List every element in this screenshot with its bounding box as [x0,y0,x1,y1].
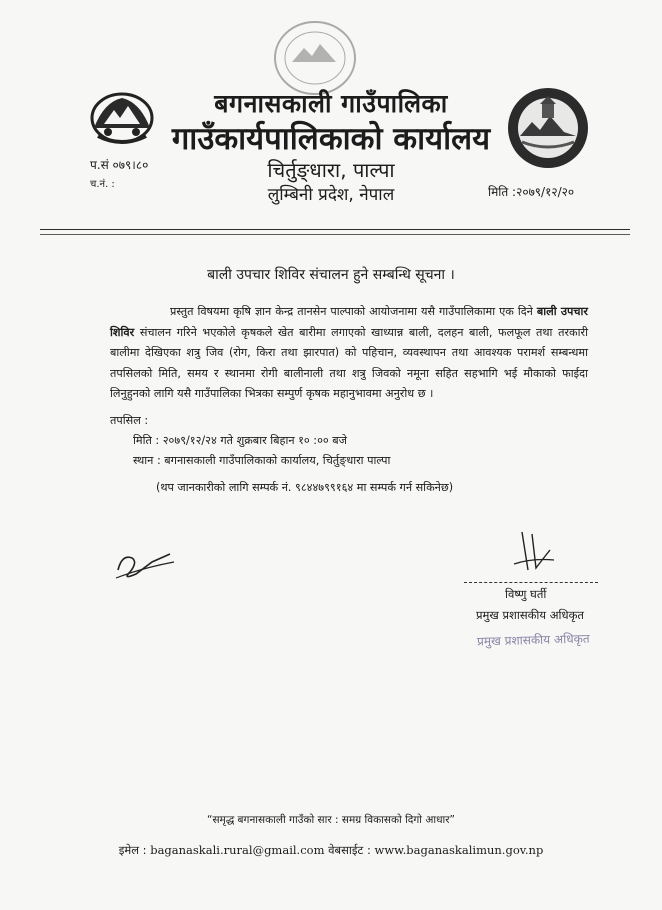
website-label: वेबसाईट : [328,843,371,857]
body-text-bold: बाली उपचार शिविर [110,305,588,339]
office-name: गाउँकार्यपालिकाको कार्यालय [171,121,491,157]
footer-contact [0,843,662,858]
details-heading: तपसिल : [110,414,149,427]
body-text-part2: संचालन गरिने भएकोले कृषकले खेत बारीमा लगाएको खाध्यान्न बाली, दलहन बाली, फलफूल तथा तरकारी बालीमा देखिएका शत्रु जिव (रोग, किरा तथा झारपात) को पहिचान, व्यवस्थापन तथा आवश्यक परामर्श सम्बन्धमा तपसिलको मिति, समय र स्थानमा रोगी बालीनाली तथा शत्रु जिवको नमूना सहित सहभागि भई मौकाको फाईदा लिनुहुनको लागि यसै गाउँपालिका भित्रका सम्पुर्ण कृषक महानुभावमा अनुरोध छ । [110,325,588,401]
office-location: चिर्तुङ्धारा, पाल्पा [267,158,395,182]
signature-line [464,582,598,583]
signatory-name: विष्णु घर्ती [505,587,547,601]
dispatch-number: च.नं. : [90,179,115,190]
initials-signature-icon [112,540,180,584]
municipality-name: बगनासकाली गाउँपालिका [214,89,448,118]
email-address: baganaskali.rural@gmail.com [150,843,325,857]
letter-date: मिति :२०७९/१२/२० [488,185,575,199]
body-text-part1: प्रस्तुत विषयमा कृषि ज्ञान केन्द्र तानसेन पाल्पाको आयोजनामा यसै गाउँपालिकामा एक दिने [170,305,537,318]
event-date-line: मिति : २०७९/१२/२४ गते शुक्रबार बिहान १० :०० बजे [133,434,347,447]
event-place-line: स्थान : बगनासकाली गाउँपालिकाको कार्यालय, चिर्तुङ्धारा पाल्पा [133,454,391,467]
officer-signature-icon [512,530,556,578]
letter-number: प.सं ०७९।८० [90,158,149,172]
designation-stamp: प्रमुख प्रशासकीय अधिकृत [476,631,590,649]
footer-motto: “समृद्ध बगनासकाली गाउँको सार : समग्र विकासको दिगो आधार” [207,814,455,826]
signatory-title: प्रमुख प्रशासकीय अधिकृत [476,608,584,622]
notice-body [110,302,588,405]
email-label: इमेल : [118,843,147,857]
website-url: www.baganaskalimun.gov.np [374,843,544,857]
header-divider-secondary [40,234,630,235]
header-divider [40,229,630,230]
notice-subject: बाली उपचार शिविर संचालन हुने सम्बन्धि सूचना । [207,267,455,283]
province-country: लुम्बिनी प्रदेश, नेपाल [267,185,395,205]
contact-note: (थप जानकारीको लागि सम्पर्क नं. ९८४४७९९१६४ मा सम्पर्क गर्न सकिनेछ) [156,481,454,494]
